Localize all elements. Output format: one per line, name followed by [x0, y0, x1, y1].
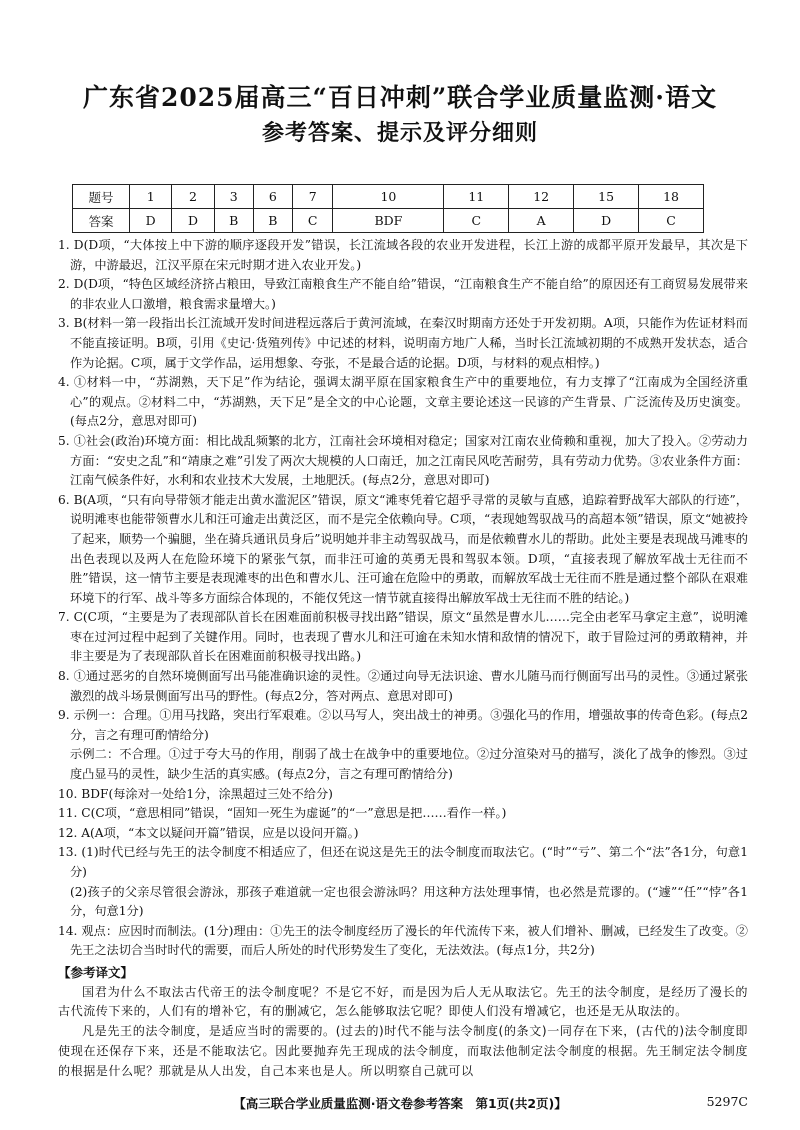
- explanation-item-11: 11. C(C项，“意思相同”错误，“固知一死生为虚诞”的“一”意思是把……看作一样。): [58, 806, 507, 821]
- page-subtitle: 参考答案、提示及评分细则: [261, 120, 538, 146]
- explanation-item-7: 7. C(C项，“主要是为了表现部队首长在困难面前积极寻找出路”错误，原文“虽然是曹水儿……完全由老军马拿定主意”，说明滩枣在过河过程中起到了关键作用。同时，也表现了曹水儿和汪可逾在未知水情和敌情的情况下，敢于冒险过河的勇敢精神，并非主要是为了表现部队首长在困难面前积极寻找出路。): [58, 610, 748, 664]
- answer-table: [72, 184, 704, 233]
- document-code: 5297C: [706, 1094, 748, 1109]
- explanation-item-10: 10. BDF(每涂对一处给1分，涂黑超过三处不给分): [58, 786, 333, 801]
- question-number-cell: 6: [253, 185, 292, 209]
- reference-translation-heading: 【参考译文】: [58, 964, 134, 980]
- explanation-item-4: 4. ①材料一中，“苏湖熟，天下足”作为结论，强调太湖平原在国家粮食生产中的重要地位，有力支撑了“江南成为全国经济重心”的观点。②材料二中，“苏湖熟，天下足”是全文的中心论题，文章主要论述这一民谚的产生背景、广泛流传及历史演变。(每点2分，意思对即可): [58, 375, 748, 429]
- explanation-item-8: 8. ①通过恶劣的自然环境侧面写出马能准确识途的灵性。②通过向导无法识途、曹水儿随马而行侧面写出马的灵性。③通过紧张激烈的战斗场景侧面写出马的野性。(每点2分，答对两点、意思对即可): [58, 669, 748, 703]
- answer-cell: D: [574, 209, 639, 233]
- explanation-item-6: 6. B(A项，“只有向导带领才能走出黄水滥泥区”错误，原文“滩枣凭着它超乎寻常的灵敏与直感，追踪着野战军大部队的行迹”，说明滩枣也能带领曹水儿和汪可逾走出黄泛区，而不是完全依赖向导。C项，“表现她驾驭战马的高超本领”错误，原文“她被拎了起来，顺势一个骗腿，坐在骑兵通讯员身后”说明她并非主动驾驭战马，而是依赖曹水儿的帮助。此处主要是表现战马滩枣的出色表现以及两人在危险环境下的紧张气氛，而非汪可逾的英勇无畏和驾驭本领。D项，“直接表现了解放军战士无往而不胜”错误，这一情节主要是表现滩枣的出色和曹水儿、汪可逾在危险中的勇敢，而解放军战士无往而不胜是通过整个部队在艰难环境下的行军、战斗等多方面综合体现的，不能仅凭这一情节就直接得出解放军战士无往而不胜的结论。): [58, 492, 748, 605]
- answer-cell: C: [292, 209, 333, 233]
- explanation-item-3: 3. B(材料一第一段指出长江流域开发时间进程远落后于黄河流域，在秦汉时期南方还处于开发初期。A项，只能作为佐证材料而不能直接证明。B项，引用《史记·货殖列传》中记述的材料，说明南方地广人稀，当时长江流域初期的不成熟开发状态，适合作为论据。C项，属于文学作品，运用想象、夸张，不是最合适的论据。D项，与材料的观点相悖。): [58, 316, 748, 370]
- reference-translation-paragraph: 国君为什么不取法古代帝王的法令制度呢？不是它不好，而是因为后人无从取法它。先王的法令制度，是经历了漫长的古代流传下来的，人们有的增补它，有的删减它，怎么能够取法它呢？即使人们没有增减它，也还是无从取法的。: [58, 984, 748, 1019]
- row-label-answer: 答案: [73, 209, 130, 233]
- question-number-cell: 10: [333, 185, 444, 209]
- question-number-cell: 18: [639, 185, 704, 209]
- question-number-cell: 1: [130, 185, 172, 209]
- reference-translation-paragraph: 凡是先王的法令制度，是适应当时的需要的。(过去的)时代不能与法令制度(的条文)一同存在下来，(古代的)法令制度即使现在还保存下来，还是不能取法它。因此要抛弃先王现成的法令制度，而取法他制定法令制度的根据。先王制定法令制度的根据是什么呢？那就是从人出发，自己本来也是人。所以明察自己就可以: [58, 1024, 748, 1078]
- question-number-row: [73, 185, 704, 209]
- question-number-cell: 3: [214, 185, 253, 209]
- explanation-item-13-part-1: 13. (1)时代已经与先王的法令制度不相适应了，但还在说这是先王的法令制度而取法它。(“时”“亏”、第二个“法”各1分，句意1分): [58, 845, 748, 879]
- explanation-item-14: 14. 观点：应因时而制法。(1分)理由：①先王的法令制度经历了漫长的年代流传下来，被人们增补、删减，已经发生了改变。②先王之法切合当时时代的需要，而后人所处的时代形势发生了变化，无法效法。(每点1分，共2分): [58, 923, 748, 958]
- answer-cell: D: [130, 209, 172, 233]
- explanation-item-13-part-2: (2)孩子的父亲尽管很会游泳，那孩子难道就一定也很会游泳吗？用这种方法处理事情，也必然是荒谬的。(“遽”“任”“悖”各1分，句意1分): [70, 884, 748, 919]
- answer-row: [73, 209, 704, 233]
- answer-cell: BDF: [333, 209, 444, 233]
- page-footer: 【高三联合学业质量监测·语文卷参考答案 第1页(共2页)】: [233, 1096, 567, 1111]
- explanation-item-1: 1. D(D项，“大体按上中下游的顺序逐段开发”错误，长江流域各段的农业开发进程，长江上游的成都平原开发最早，其次是下游，中游最迟，江汉平原在宋元时期才进入农业开发。): [58, 238, 748, 272]
- question-number-cell: 15: [574, 185, 639, 209]
- answer-cell: B: [253, 209, 292, 233]
- question-number-cell: 11: [444, 185, 509, 209]
- explanation-item-9-example-1: 9. 示例一：合理。①用马找路，突出行军艰难。②以马写人，突出战士的神勇。③强化马的作用，增强故事的传奇色彩。(每点2分，言之有理可酌情给分): [58, 708, 748, 742]
- answer-cell: C: [444, 209, 509, 233]
- explanation-item-2: 2. D(D项，“特色区域经济挤占粮田，导致江南粮食生产不能自给”错误，“江南粮食生产不能自给”的原因还有工商贸易发展带来的非农业人口激增，粮食需求量增大。): [58, 277, 748, 311]
- answer-explanations: [58, 236, 748, 1082]
- explanation-item-9-example-2: 示例二：不合理。①过于夸大马的作用，削弱了战士在战争中的重要地位。②过分渲染对马的描写，淡化了战争的惨烈。③过度凸显马的灵性，缺少生活的真实感。(每点2分，言之有理可酌情给分): [70, 747, 748, 782]
- row-label-question: 题号: [73, 185, 130, 209]
- page-title: 广东省2025届高三“百日冲刺”联合学业质量监测·语文: [82, 83, 718, 112]
- answer-cell: B: [214, 209, 253, 233]
- answer-cell: D: [172, 209, 214, 233]
- question-number-cell: 2: [172, 185, 214, 209]
- explanation-item-12: 12. A(A项，“本文以疑问开篇”错误，应是以设问开篇。): [58, 825, 359, 840]
- answer-cell: A: [509, 209, 574, 233]
- explanation-item-5: 5. ①社会(政治)环境方面：相比战乱频繁的北方，江南社会环境相对稳定；国家对江南农业倚赖和重视，加大了投入。②劳动力方面：“安史之乱”和“靖康之难”引发了两次大规模的人口南迁，加之江南民风吃苦耐劳，具有劳动力优势。③农业条件方面：江南气候条件好，水利和农业技术大发展，土地肥沃。(每点2分，意思对即可): [58, 433, 748, 488]
- question-number-cell: 12: [509, 185, 574, 209]
- answer-cell: C: [639, 209, 704, 233]
- question-number-cell: 7: [292, 185, 333, 209]
